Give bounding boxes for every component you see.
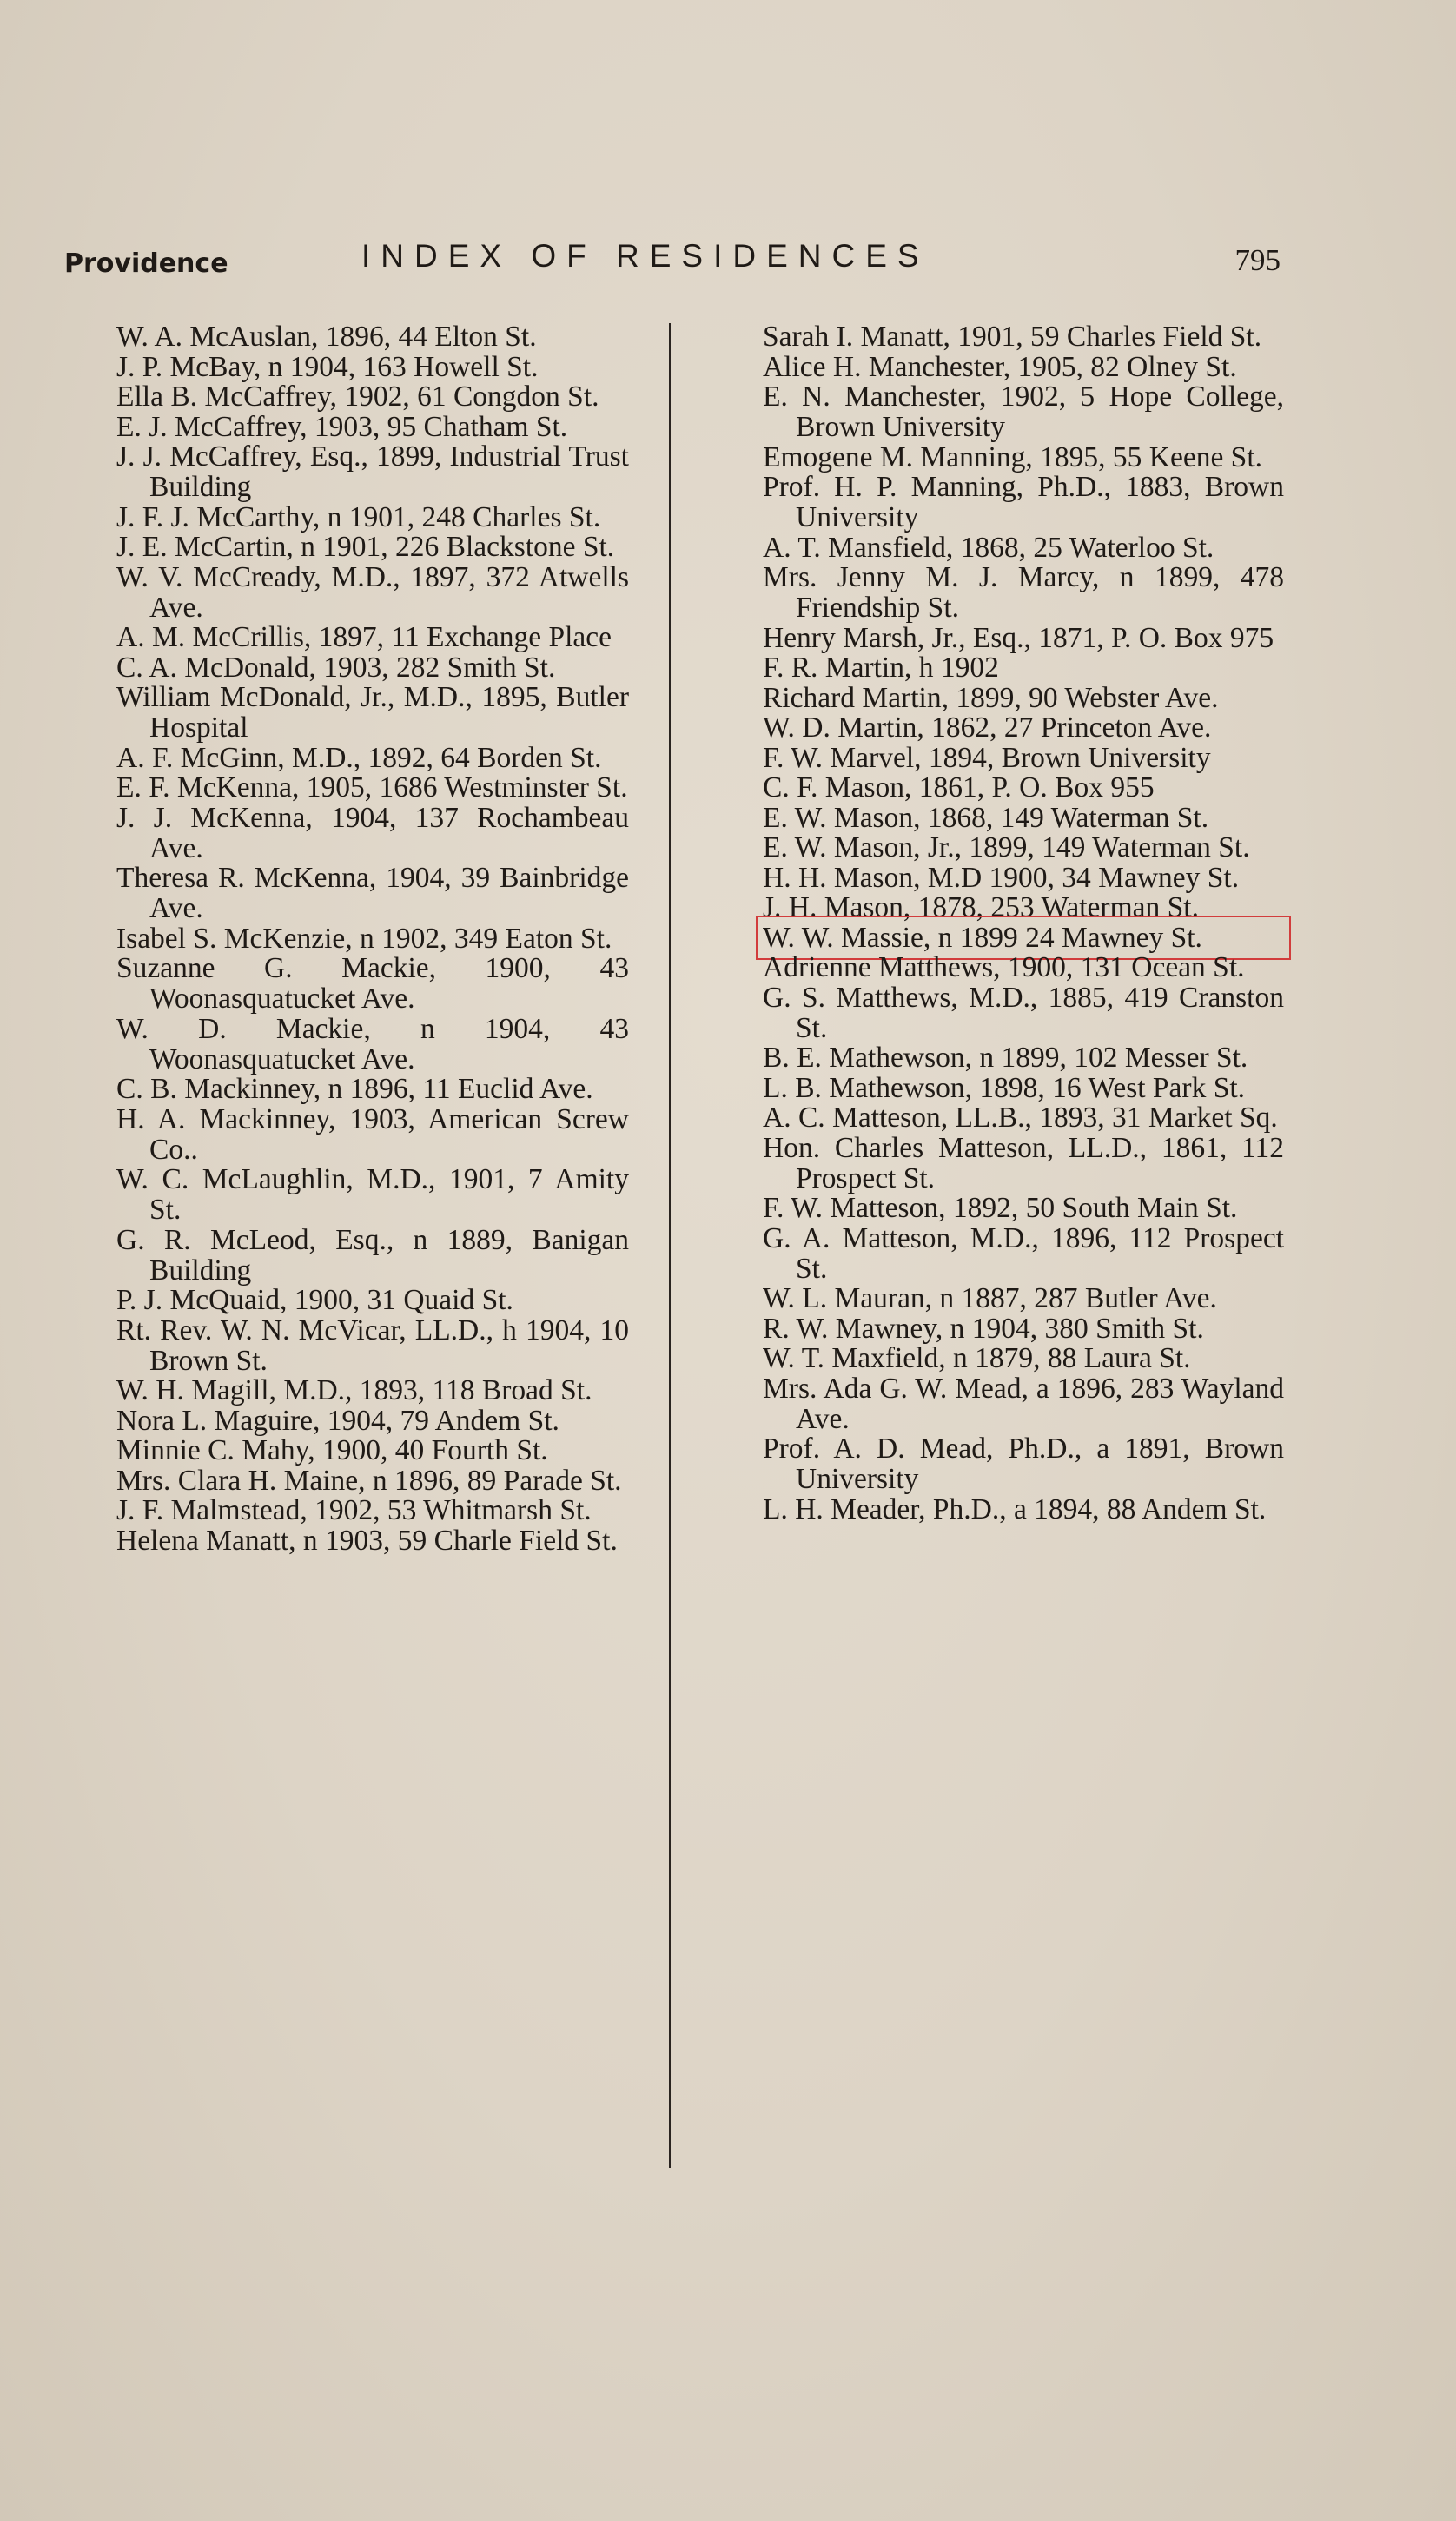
index-entry: L. H. Meader, Ph.D., a 1894, 88 Andem St. (763, 1492, 1267, 1525)
index-entry: G. A. Matteson, M.D., 1896, 112 Prospect St. (763, 1221, 1284, 1285)
index-entry: Isabel S. McKenzie, n 1902, 349 Eaton St. (116, 922, 612, 955)
index-entry: F. W. Marvel, 1894, Brown University (763, 741, 1211, 774)
index-entry: W. V. McCready, M.D., 1897, 372 Atwells Ave. (116, 560, 629, 624)
index-entry: C. F. Mason, 1861, P. O. Box 955 (763, 771, 1155, 804)
index-entry: W. L. Mauran, n 1887, 287 Butler Ave. (763, 1282, 1217, 1314)
header-city: Providence (64, 248, 228, 279)
index-entry: Adrienne Matthews, 1900, 131 Ocean St. (763, 951, 1245, 983)
index-entry: L. B. Mathewson, 1898, 16 West Park St. (763, 1071, 1246, 1104)
highlighted-entry: W. W. Massie, n 1899 24 Mawney St. (763, 923, 1284, 953)
index-entry: H. A. Mackinney, 1903, American Screw Co.. (116, 1102, 629, 1166)
index-entry: G. S. Matthews, M.D., 1885, 419 Cranston St. (763, 981, 1284, 1044)
index-entry: B. E. Mathewson, n 1899, 102 Messer St. (763, 1042, 1248, 1074)
index-entry: W. C. McLaughlin, M.D., 1901, 7 Amity St. (116, 1163, 629, 1226)
index-entry: E. F. McKenna, 1905, 1686 Westminster St. (116, 771, 628, 804)
index-entry: Prof. A. D. Mead, Ph.D., a 1891, Brown University (763, 1433, 1284, 1495)
index-entry: E. W. Mason, Jr., 1899, 149 Waterman St. (763, 831, 1250, 863)
index-entry: C. A. McDonald, 1903, 282 Smith St. (116, 651, 556, 684)
index-entry: J. E. McCartin, n 1901, 226 Blackstone St. (116, 531, 615, 563)
index-entry: A. T. Mansfield, 1868, 25 Waterloo St. (763, 531, 1214, 564)
index-entry: W. T. Maxfield, n 1879, 88 Laura St. (763, 1342, 1191, 1374)
index-entry: William McDonald, Jr., M.D., 1895, Butler Hospital (116, 681, 629, 744)
index-entry: Helena Manatt, n 1903, 59 Charle Field St. (116, 1524, 618, 1557)
index-entry: J. F. Malmstead, 1902, 53 Whitmarsh St. (116, 1494, 592, 1526)
index-entry: W. D. Martin, 1862, 27 Princeton Ave. (763, 711, 1212, 744)
index-entry: W. D. Mackie, n 1904, 43 Woonasquatucket Ave. (116, 1012, 629, 1075)
index-entry: F. R. Martin, h 1902 (763, 652, 999, 684)
index-entry: J. J. McCaffrey, Esq., 1899, Industrial Trust Building (116, 440, 629, 503)
index-entry: C. B. Mackinney, n 1896, 11 Euclid Ave. (116, 1073, 593, 1105)
index-entry: Mrs. Ada G. W. Mead, a 1896, 283 Wayland Ave. (763, 1372, 1284, 1435)
index-entry: Mrs. Clara H. Maine, n 1896, 89 Parade St. (116, 1464, 622, 1497)
index-entry: W. H. Magill, M.D., 1893, 118 Broad St. (116, 1374, 592, 1406)
index-entry: E. J. McCaffrey, 1903, 95 Chatham St. (116, 410, 568, 443)
index-entry: Rt. Rev. W. N. McVicar, LL.D., h 1904, 10 Brown St. (116, 1313, 629, 1377)
index-entry: J. J. McKenna, 1904, 137 Rochambeau Ave. (116, 801, 629, 864)
index-entry: Ella B. McCaffrey, 1902, 61 Congdon St. (116, 380, 599, 413)
index-entry: Sarah I. Manatt, 1901, 59 Charles Field St. (763, 321, 1262, 353)
index-entry: P. J. McQuaid, 1900, 31 Quaid St. (116, 1284, 513, 1316)
index-entry: Emogene M. Manning, 1895, 55 Keene St. (763, 440, 1262, 473)
index-entry: Mrs. Jenny M. J. Marcy, n 1899, 478 Friendship St. (763, 561, 1284, 624)
index-entry: A. C. Matteson, LL.B., 1893, 31 Market Sq. (763, 1102, 1278, 1134)
index-entry: J. H. Mason, 1878, 253 Waterman St. (763, 891, 1199, 923)
index-entry: Henry Marsh, Jr., Esq., 1871, P. O. Box 975 (763, 621, 1274, 654)
index-entry: E. N. Manchester, 1902, 5 Hope College, Brown University (763, 380, 1284, 443)
index-entry: Minnie C. Mahy, 1900, 40 Fourth St. (116, 1434, 548, 1466)
index-entry: Suzanne G. Mackie, 1900, 43 Woonasquatucket Ave. (116, 952, 629, 1015)
index-entry: Richard Martin, 1899, 90 Webster Ave. (763, 681, 1219, 714)
index-entry: A. F. McGinn, M.D., 1892, 64 Borden St. (116, 741, 602, 774)
index-entry: R. W. Mawney, n 1904, 380 Smith St. (763, 1312, 1204, 1345)
index-entry: G. R. McLeod, Esq., n 1889, Banigan Building (116, 1223, 629, 1287)
index-entry: H. H. Mason, M.D 1900, 34 Mawney St. (763, 861, 1240, 894)
left-column (116, 321, 629, 1555)
running-head (64, 236, 1281, 288)
index-entry: F. W. Matteson, 1892, 50 South Main St. (763, 1192, 1238, 1224)
index-entry: J. P. McBay, n 1904, 163 Howell St. (116, 350, 539, 383)
index-entry: W. A. McAuslan, 1896, 44 Elton St. (116, 321, 537, 353)
index-entry: A. M. McCrillis, 1897, 11 Exchange Place (116, 621, 612, 653)
header-title: INDEX OF RESIDENCES (361, 238, 930, 274)
index-entry: E. W. Mason, 1868, 149 Waterman St. (763, 801, 1209, 834)
right-column (763, 321, 1284, 1524)
index-entry: Prof. H. P. Manning, Ph.D., 1883, Brown University (763, 471, 1284, 533)
column-divider (669, 323, 671, 2168)
page-number: 795 (1234, 243, 1281, 277)
index-entry: Theresa R. McKenna, 1904, 39 Bainbridge Ave. (116, 862, 629, 924)
index-entry: Alice H. Manchester, 1905, 82 Olney St. (763, 350, 1237, 383)
index-entry: Nora L. Maguire, 1904, 79 Andem St. (116, 1404, 559, 1437)
index-entry: J. F. J. McCarthy, n 1901, 248 Charles St. (116, 500, 601, 533)
index-entry: Hon. Charles Matteson, LL.D., 1861, 112 Prospect St. (763, 1131, 1284, 1194)
